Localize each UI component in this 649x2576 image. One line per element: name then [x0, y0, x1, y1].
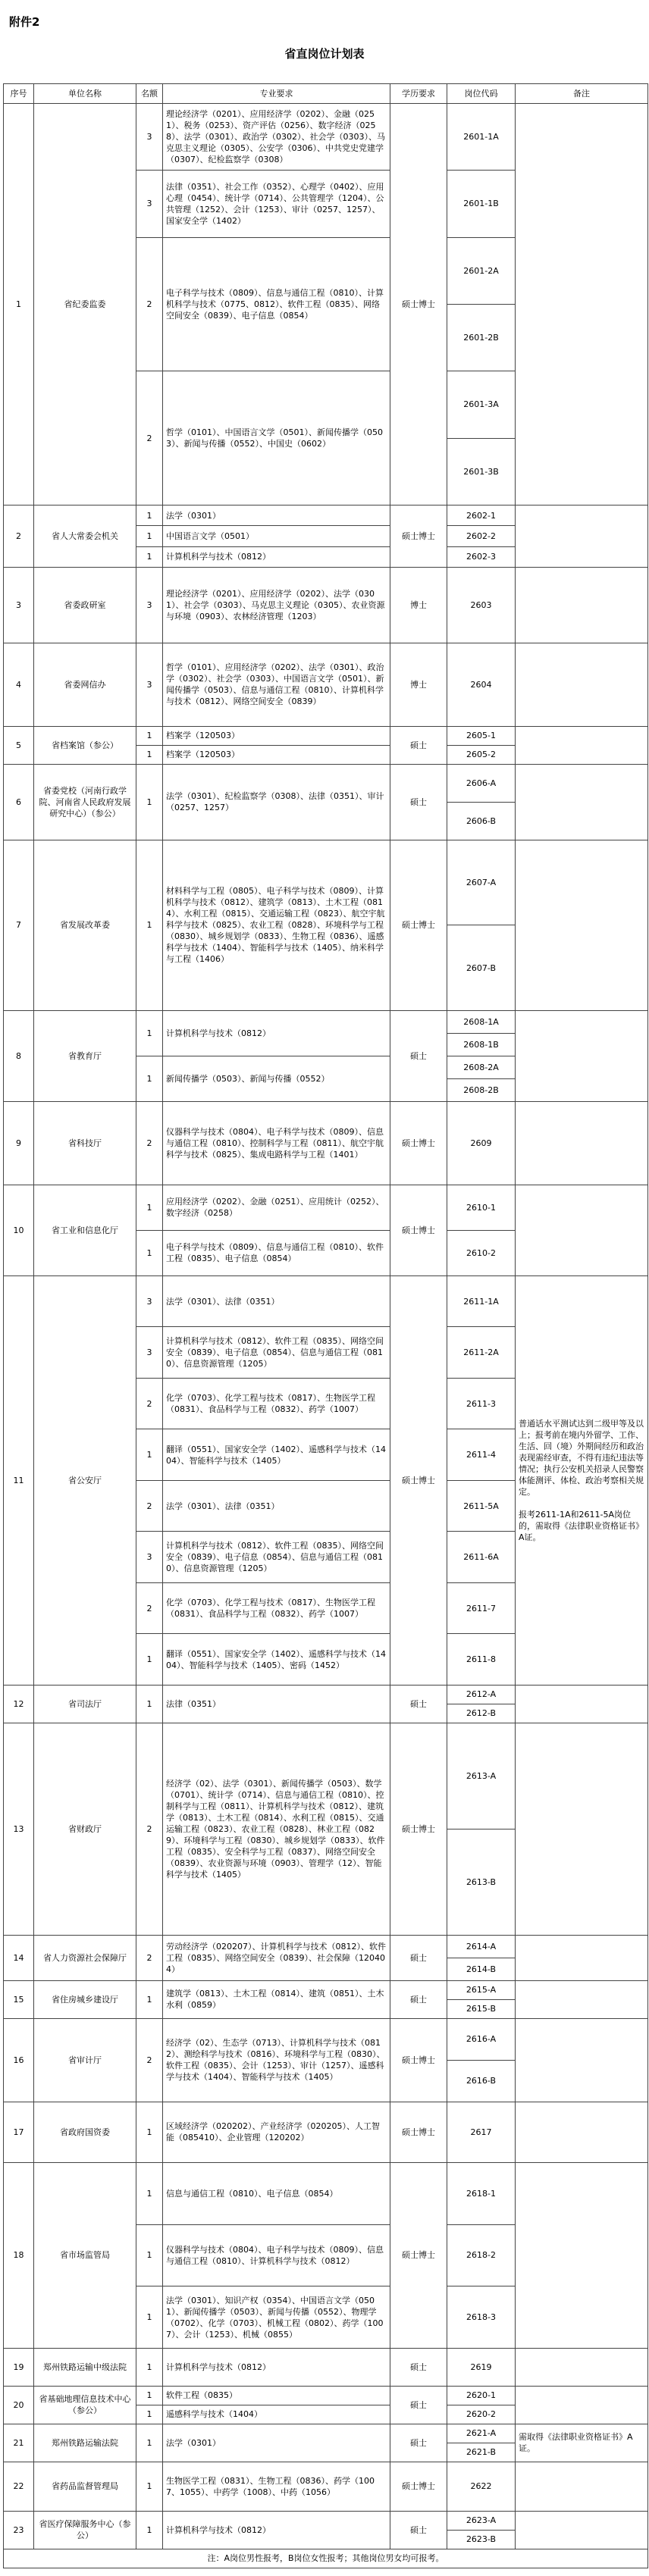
unit-name-cell: 省委网信办 — [34, 643, 136, 726]
position-code-cell: 2618-3 — [447, 2286, 516, 2349]
table-row — [4, 2462, 648, 2511]
education-cell: 硕士 — [390, 726, 447, 764]
table-row — [4, 2348, 648, 2386]
position-code-cell: 2601-3A — [447, 371, 516, 438]
page-title: 省直岗位计划表 — [284, 47, 365, 61]
remark-cell — [516, 840, 648, 1010]
position-code-cell: 2601-2B — [447, 304, 516, 371]
table-row — [4, 1685, 648, 1704]
position-code-cell: 2612-A — [447, 1685, 516, 1704]
seq-cell: 6 — [4, 764, 34, 840]
position-code-cell: 2618-1 — [447, 2162, 516, 2224]
position-code-cell: 2616-A — [447, 2018, 516, 2060]
seq-cell: 20 — [4, 2386, 34, 2424]
major-requirement-cell: 劳动经济学（020207）、计算机科学与技术（0812）、软件工程（0835）、网络空间安全（0839）、社会保障（120404） — [163, 1935, 390, 1980]
education-cell: 硕士博士 — [390, 1101, 447, 1185]
seq-cell: 22 — [4, 2462, 34, 2511]
seq-cell: 23 — [4, 2511, 34, 2549]
unit-name-cell: 郑州铁路运输中级法院 — [34, 2348, 136, 2386]
remark-cell — [516, 2018, 648, 2102]
quota-cell: 3 — [136, 104, 163, 171]
major-requirement-cell: 理论经济学（0201）、应用经济学（0202）、法学（0301）、社会学（0303）、马克思主义理论（0305）、农业资源与环境（0903）、农林经济管理（1203） — [163, 567, 390, 643]
major-requirement-cell: 法学（0301）、法律（0351） — [163, 1275, 390, 1327]
remark-cell — [516, 1723, 648, 1935]
education-cell: 硕士 — [390, 764, 447, 840]
seq-cell: 1 — [4, 104, 34, 505]
education-cell: 硕士 — [390, 1685, 447, 1723]
quota-cell: 1 — [136, 1056, 163, 1101]
seq-cell: 16 — [4, 2018, 34, 2102]
major-requirement-cell: 电子科学与技术（0809）、信息与通信工程（0810）、计算机科学与技术（0775、0812）、软件工程（0835）、网络空间安全（0839）、电子信息（0854） — [163, 237, 390, 371]
quota-cell: 1 — [136, 2405, 163, 2424]
position-code-cell: 2614-B — [447, 1958, 516, 1980]
major-requirement-cell: 计算机科学与技术（0812） — [163, 2348, 390, 2386]
seq-cell: 8 — [4, 1010, 34, 1101]
position-code-cell: 2612-B — [447, 1704, 516, 1723]
major-requirement-cell: 档案学（120503） — [163, 726, 390, 745]
position-code-cell: 2611-6A — [447, 1532, 516, 1583]
seq-cell: 11 — [4, 1275, 34, 1685]
major-requirement-cell: 计算机科学与技术（0812） — [163, 1010, 390, 1056]
quota-cell: 2 — [136, 1935, 163, 1980]
position-code-cell: 2605-1 — [447, 726, 516, 745]
seq-cell: 17 — [4, 2102, 34, 2162]
unit-name-cell: 省基础地理信息技术中心（参公） — [34, 2386, 136, 2424]
position-code-cell: 2622 — [447, 2462, 516, 2511]
quota-cell: 1 — [136, 2424, 163, 2462]
quota-cell: 1 — [136, 2162, 163, 2224]
table-row — [4, 104, 648, 171]
seq-cell: 3 — [4, 567, 34, 643]
position-code-cell: 2602-3 — [447, 546, 516, 567]
position-code-cell: 2603 — [447, 567, 516, 643]
quota-cell: 1 — [136, 726, 163, 745]
quota-cell: 1 — [136, 1980, 163, 2018]
header-cell: 序号 — [4, 84, 34, 104]
major-requirement-cell: 化学（0703）、化学工程与技术（0817）、生物医学工程（0831）、食品科学与工程（0832）、药学（1007） — [163, 1582, 390, 1634]
major-requirement-cell: 法学（0301） — [163, 2424, 390, 2462]
major-requirement-cell: 计算机科学与技术（0812） — [163, 546, 390, 567]
major-requirement-cell: 档案学（120503） — [163, 745, 390, 764]
table-row — [4, 1935, 648, 1958]
seq-cell: 7 — [4, 840, 34, 1010]
unit-name-cell: 省财政厅 — [34, 1723, 136, 1935]
major-requirement-cell: 计算机科学与技术（0812）、软件工程（0835）、网络空间安全（0839）、电子信息（0854）、信息与通信工程（0810）、信息资源管理（1205） — [163, 1327, 390, 1379]
unit-name-cell: 省档案馆（参公） — [34, 726, 136, 764]
major-requirement-cell: 法学（0301）、纪检监察学（0308）、法律（0351）、审计（0257、1257） — [163, 764, 390, 840]
position-code-cell: 2621-A — [447, 2424, 516, 2443]
remark-cell — [516, 764, 648, 840]
table-row — [4, 1980, 648, 1999]
position-code-cell: 2604 — [447, 643, 516, 726]
education-cell: 硕士博士 — [390, 1723, 447, 1935]
remark-cell — [516, 2462, 648, 2511]
position-code-cell: 2608-2A — [447, 1056, 516, 1078]
position-code-cell: 2610-2 — [447, 1230, 516, 1275]
unit-name-cell: 省工业和信息化厅 — [34, 1185, 136, 1275]
position-code-cell: 2613-A — [447, 1723, 516, 1829]
quota-cell: 1 — [136, 2286, 163, 2349]
seq-cell: 4 — [4, 643, 34, 726]
major-requirement-cell: 材料科学与工程（0805）、电子科学与技术（0809）、计算机科学与技术（0812）、建筑学（0813）、土木工程（0814）、水利工程（0815）、交通运输工程（0823）、航空宇航科学与技术（0825）、农业工程（0828）、环境科学与工程（0830）、城乡规划学（0833）、生物工程（0836）、遥感科学与技术（1404）、智能科学与技术（1405）、纳米科学与工程（1406） — [163, 840, 390, 1010]
table-row — [4, 2511, 648, 2530]
major-requirement-cell: 经济学（02）、生态学（0713）、计算机科学与技术（0812）、测绘科学与技术（0816）、环境科学与工程（0830）、软件工程（0835）、会计（1253）、审计（1257）、遥感科学与技术（1404）、智能科学与技术（1405） — [163, 2018, 390, 2102]
unit-name-cell: 省委政研室 — [34, 567, 136, 643]
education-cell: 硕士博士 — [390, 2162, 447, 2348]
major-requirement-cell: 翻译（0551）、国家安全学（1402）、遥感科学与技术（1404）、智能科学与技术（1405）、密码（1452） — [163, 1634, 390, 1686]
position-code-cell: 2611-3 — [447, 1378, 516, 1429]
remark-cell — [516, 2386, 648, 2424]
quota-cell: 1 — [136, 840, 163, 1010]
quota-cell: 1 — [136, 1634, 163, 1686]
major-requirement-cell: 生物医学工程（0831）、生物工程（0836）、药学（1007、1055）、中药学（1008）、中药（1056） — [163, 2462, 390, 2511]
header-cell: 单位名称 — [34, 84, 136, 104]
quota-cell: 1 — [136, 745, 163, 764]
table-row — [4, 1723, 648, 1829]
position-code-cell: 2601-1A — [447, 104, 516, 171]
seq-cell: 15 — [4, 1980, 34, 2018]
major-requirement-cell: 区域经济学（020202）、产业经济学（020205）、人工智能（085410）、企业管理（120202） — [163, 2102, 390, 2162]
major-requirement-cell: 化学（0703）、化学工程与技术（0817）、生物医学工程（0831）、食品科学与工程（0832）、药学（1007） — [163, 1378, 390, 1429]
position-code-cell: 2615-B — [447, 1999, 516, 2018]
remark-cell — [516, 643, 648, 726]
remark-cell — [516, 2102, 648, 2162]
education-cell: 硕士博士 — [390, 505, 447, 567]
position-code-cell: 2611-8 — [447, 1634, 516, 1686]
position-code-cell: 2616-B — [447, 2060, 516, 2102]
quota-cell: 2 — [136, 1101, 163, 1185]
table-row — [4, 567, 648, 643]
major-requirement-cell: 应用经济学（0202）、金融（0251）、应用统计（0252）、数字经济（0258） — [163, 1185, 390, 1230]
unit-name-cell: 省教育厅 — [34, 1010, 136, 1101]
unit-name-cell: 省发展改革委 — [34, 840, 136, 1010]
quota-cell: 2 — [136, 371, 163, 505]
table-footnote-row — [4, 2549, 648, 2568]
position-code-cell: 2611-4 — [447, 1429, 516, 1481]
remark-cell — [516, 505, 648, 567]
remark-cell — [516, 1935, 648, 1980]
seq-cell: 10 — [4, 1185, 34, 1275]
position-code-cell: 2623-B — [447, 2530, 516, 2549]
unit-name-cell: 省住房城乡建设厅 — [34, 1980, 136, 2018]
quota-cell: 2 — [136, 1378, 163, 1429]
education-cell: 硕士博士 — [390, 2102, 447, 2162]
major-requirement-cell: 仪器科学与技术（0804）、电子科学与技术（0809）、信息与通信工程（0810）、控制科学与工程（0811）、航空宇航科学与技术（0825）、集成电路科学与工程（1401） — [163, 1101, 390, 1185]
quota-cell: 1 — [136, 526, 163, 546]
remark-cell — [516, 726, 648, 764]
position-code-cell: 2617 — [447, 2102, 516, 2162]
remark-cell — [516, 1980, 648, 2018]
table-row — [4, 764, 648, 802]
unit-name-cell: 省医疗保障服务中心（参公） — [34, 2511, 136, 2549]
education-cell: 硕士 — [390, 2386, 447, 2424]
quota-cell: 1 — [136, 505, 163, 525]
position-code-cell: 2618-2 — [447, 2224, 516, 2286]
unit-name-cell: 省政府国资委 — [34, 2102, 136, 2162]
table-row — [4, 840, 648, 925]
major-requirement-cell: 理论经济学（0201）、应用经济学（0202）、金融（0251）、税务（0253）、资产评估（0256）、数字经济（0258）、法学（0301）、政治学（0302）、社会学（0303）、马克思主义理论（0305）、公安学（0306）、中共党史党建学（0307）、纪检监察学（0308） — [163, 104, 390, 171]
major-requirement-cell: 法学（0301）、法律（0351） — [163, 1480, 390, 1532]
quota-cell: 2 — [136, 1480, 163, 1532]
education-cell: 硕士 — [390, 1935, 447, 1980]
education-cell: 硕士 — [390, 1010, 447, 1101]
remark-cell: 需取得《法律职业资格证书》A证。 — [516, 2424, 648, 2462]
seq-cell: 14 — [4, 1935, 34, 1980]
education-cell: 硕士 — [390, 2424, 447, 2462]
remark-cell — [516, 2348, 648, 2386]
quota-cell: 2 — [136, 1723, 163, 1935]
education-cell: 硕士 — [390, 2348, 447, 2386]
major-requirement-cell: 法学（0301） — [163, 505, 390, 525]
position-code-cell: 2610-1 — [447, 1185, 516, 1230]
unit-name-cell: 郑州铁路运输法院 — [34, 2424, 136, 2462]
table-row — [4, 1101, 648, 1185]
education-cell: 硕士博士 — [390, 104, 447, 505]
table-row — [4, 2162, 648, 2224]
annex-label: 附件2 — [9, 15, 40, 29]
remark-cell — [516, 104, 648, 505]
position-code-cell: 2606-B — [447, 802, 516, 840]
remark-cell — [516, 2162, 648, 2348]
major-requirement-cell: 翻译（0551）、国家安全学（1402）、遥感科学与技术（1404）、智能科学与技术（1405） — [163, 1429, 390, 1481]
seq-cell: 5 — [4, 726, 34, 764]
major-requirement-cell: 计算机科学与技术（0812）、软件工程（0835）、网络空间安全（0839）、电子信息（0854）、信息与通信工程（0810）、信息资源管理（1205） — [163, 1532, 390, 1583]
table-row — [4, 505, 648, 525]
seq-cell: 18 — [4, 2162, 34, 2348]
major-requirement-cell: 经济学（02）、法学（0301）、新闻传播学（0503）、数学（0701）、统计学（0714）、信息与通信工程（0810）、控制科学与工程（0811）、计算机科学与技术（0812）、建筑学（0813）、土木工程（0814）、水利工程（0815）、交通运输工程（0823）、农业工程（0828）、林业工程（0829）、环境科学与工程（0830）、城乡规划学（0833）、软件工程（0835）、安全科学与工程（0837）、网络空间安全（0839）、农业资源与环境（0903）、管理学（12）、智能科学与技术（1405） — [163, 1723, 390, 1935]
unit-name-cell: 省科技厅 — [34, 1101, 136, 1185]
position-code-cell: 2623-A — [447, 2511, 516, 2530]
education-cell: 硕士博士 — [390, 1185, 447, 1275]
quota-cell: 1 — [136, 2224, 163, 2286]
major-requirement-cell: 仪器科学与技术（0804）、电子科学与技术（0809）、信息与通信工程（0810）、计算机科学与技术（0812） — [163, 2224, 390, 2286]
table-row — [4, 2018, 648, 2060]
table-row — [4, 2386, 648, 2405]
major-requirement-cell: 软件工程（0835） — [163, 2386, 390, 2405]
position-code-cell: 2607-A — [447, 840, 516, 925]
remark-cell — [516, 1685, 648, 1723]
unit-name-cell: 省人力资源社会保障厅 — [34, 1935, 136, 1980]
unit-name-cell: 省审计厅 — [34, 2018, 136, 2102]
seq-cell: 13 — [4, 1723, 34, 1935]
position-code-cell: 2601-1B — [447, 171, 516, 237]
education-cell: 硕士博士 — [390, 2462, 447, 2511]
position-code-cell: 2608-1B — [447, 1033, 516, 1056]
major-requirement-cell: 中国语言文学（0501） — [163, 526, 390, 546]
position-code-cell: 2608-2B — [447, 1078, 516, 1101]
quota-cell: 3 — [136, 1532, 163, 1583]
unit-name-cell: 省委党校（河南行政学院、河南省人民政府发展研究中心）（参公） — [34, 764, 136, 840]
position-code-cell: 2621-B — [447, 2443, 516, 2462]
education-cell: 博士 — [390, 643, 447, 726]
position-code-cell: 2602-1 — [447, 505, 516, 525]
major-requirement-cell: 新闻传播学（0503）、新闻与传播（0552） — [163, 1056, 390, 1101]
quota-cell: 2 — [136, 1582, 163, 1634]
position-code-cell: 2619 — [447, 2348, 516, 2386]
table-row — [4, 2102, 648, 2162]
seq-cell: 9 — [4, 1101, 34, 1185]
position-code-cell: 2620-2 — [447, 2405, 516, 2424]
position-code-cell: 2601-3B — [447, 438, 516, 505]
quota-cell: 3 — [136, 1327, 163, 1379]
remark-cell — [516, 1185, 648, 1275]
quota-cell: 1 — [136, 1429, 163, 1481]
position-code-cell: 2614-A — [447, 1935, 516, 1958]
remark-cell — [516, 2511, 648, 2549]
unit-name-cell: 省市场监管局 — [34, 2162, 136, 2348]
education-cell: 博士 — [390, 567, 447, 643]
table-row — [4, 1010, 648, 1033]
position-code-cell: 2611-5A — [447, 1480, 516, 1532]
table-row — [4, 2424, 648, 2443]
quota-cell: 3 — [136, 567, 163, 643]
major-requirement-cell: 法律（0351）、社会工作（0352）、心理学（0402）、应用心理（0454）、统计学（0714）、公共管理学（1204）、公共管理（1252）、会计（1253）、审计（0257、1257）、国家安全学（1402） — [163, 171, 390, 237]
seq-cell: 21 — [4, 2424, 34, 2462]
quota-cell: 1 — [136, 2102, 163, 2162]
header-cell: 专业要求 — [163, 84, 390, 104]
position-code-cell: 2607-B — [447, 925, 516, 1011]
education-cell: 硕士博士 — [390, 2018, 447, 2102]
seq-cell: 2 — [4, 505, 34, 567]
unit-name-cell: 省人大常委会机关 — [34, 505, 136, 567]
quota-cell: 3 — [136, 643, 163, 726]
position-code-cell: 2606-A — [447, 764, 516, 802]
major-requirement-cell: 哲学（0101）、中国语言文学（0501）、新闻传播学（0503）、新闻与传播（0552）、中国史（0602） — [163, 371, 390, 505]
major-requirement-cell: 信息与通信工程（0810）、电子信息（0854） — [163, 2162, 390, 2224]
major-requirement-cell: 建筑学（0813）、土木工程（0814）、建筑（0851）、土木水利（0859） — [163, 1980, 390, 2018]
remark-cell — [516, 1101, 648, 1185]
position-code-cell: 2608-1A — [447, 1010, 516, 1033]
position-code-cell: 2611-2A — [447, 1327, 516, 1379]
position-code-cell: 2601-2A — [447, 237, 516, 304]
quota-cell: 2 — [136, 237, 163, 371]
table-header-row — [4, 84, 648, 104]
position-code-cell: 2611-1A — [447, 1275, 516, 1327]
quota-cell: 1 — [136, 1185, 163, 1230]
education-cell: 硕士博士 — [390, 1275, 447, 1685]
education-cell: 硕士博士 — [390, 840, 447, 1010]
footnote: 注：A岗位男性报考，B岗位女性报考；其他岗位男女均可报考。 — [4, 2549, 648, 2568]
header-cell: 学历要求 — [390, 84, 447, 104]
seq-cell: 19 — [4, 2348, 34, 2386]
table-row — [4, 643, 648, 726]
quota-cell: 1 — [136, 2348, 163, 2386]
unit-name-cell: 省纪委监委 — [34, 104, 136, 505]
unit-name-cell: 省公安厅 — [34, 1275, 136, 1685]
education-cell: 硕士 — [390, 2511, 447, 2549]
position-code-cell: 2620-1 — [447, 2386, 516, 2405]
seq-cell: 12 — [4, 1685, 34, 1723]
quota-cell: 1 — [136, 1010, 163, 1056]
major-requirement-cell: 遥感科学与技术（1404） — [163, 2405, 390, 2424]
quota-cell: 1 — [136, 2462, 163, 2511]
position-code-cell: 2611-7 — [447, 1582, 516, 1634]
position-code-cell: 2602-2 — [447, 526, 516, 546]
position-code-cell: 2613-B — [447, 1829, 516, 1935]
position-code-cell: 2605-2 — [447, 745, 516, 764]
major-requirement-cell: 法律（0351） — [163, 1685, 390, 1723]
position-plan-table — [3, 83, 648, 2568]
remark-cell — [516, 567, 648, 643]
major-requirement-cell: 法学（0301）、知识产权（0354）、中国语言文学（0501）、新闻传播学（0503）、新闻与传播（0552）、物理学（0702）、化学（0703）、机械工程（0802）、药学（1007）、会计（1253）、机械（0855） — [163, 2286, 390, 2349]
quota-cell: 3 — [136, 1275, 163, 1327]
quota-cell: 1 — [136, 546, 163, 567]
quota-cell: 1 — [136, 764, 163, 840]
major-requirement-cell: 电子科学与技术（0809）、信息与通信工程（0810）、软件工程（0835）、电子信息（0854） — [163, 1230, 390, 1275]
table-row — [4, 726, 648, 745]
education-cell: 硕士 — [390, 1980, 447, 2018]
major-requirement-cell: 哲学（0101）、应用经济学（0202）、法学（0301）、政治学（0302）、社会学（0303）、中国语言文学（0501）、新闻传播学（0503）、信息与通信工程（0810）、计算机科学与技术（0812）、网络空间安全（0839） — [163, 643, 390, 726]
quota-cell: 3 — [136, 171, 163, 237]
position-code-cell: 2609 — [447, 1101, 516, 1185]
quota-cell: 2 — [136, 2018, 163, 2102]
quota-cell: 1 — [136, 2511, 163, 2549]
unit-name-cell: 省司法厅 — [34, 1685, 136, 1723]
header-cell: 名额 — [136, 84, 163, 104]
header-cell: 岗位代码 — [447, 84, 516, 104]
remark-cell — [516, 1010, 648, 1101]
unit-name-cell: 省药品监督管理局 — [34, 2462, 136, 2511]
table-row — [4, 1185, 648, 1230]
major-requirement-cell: 计算机科学与技术（0812） — [163, 2511, 390, 2549]
position-code-cell: 2615-A — [447, 1980, 516, 1999]
quota-cell: 1 — [136, 1685, 163, 1723]
header-cell: 备注 — [516, 84, 648, 104]
table-row — [4, 1275, 648, 1327]
quota-cell: 1 — [136, 1230, 163, 1275]
quota-cell: 1 — [136, 2386, 163, 2405]
remark-cell: 普通话水平测试达到二级甲等及以上；报考前在境内外留学、工作、生活、回（境）外期间经历和政治表现需经审查，不得有违纪违法等情况；执行公安机关招录人民警察体能测评、体检、政治考察相关规定。 报考2611-1A和2611-5A岗位的，需取得《法律职业资格证书》A证。 — [516, 1275, 648, 1685]
